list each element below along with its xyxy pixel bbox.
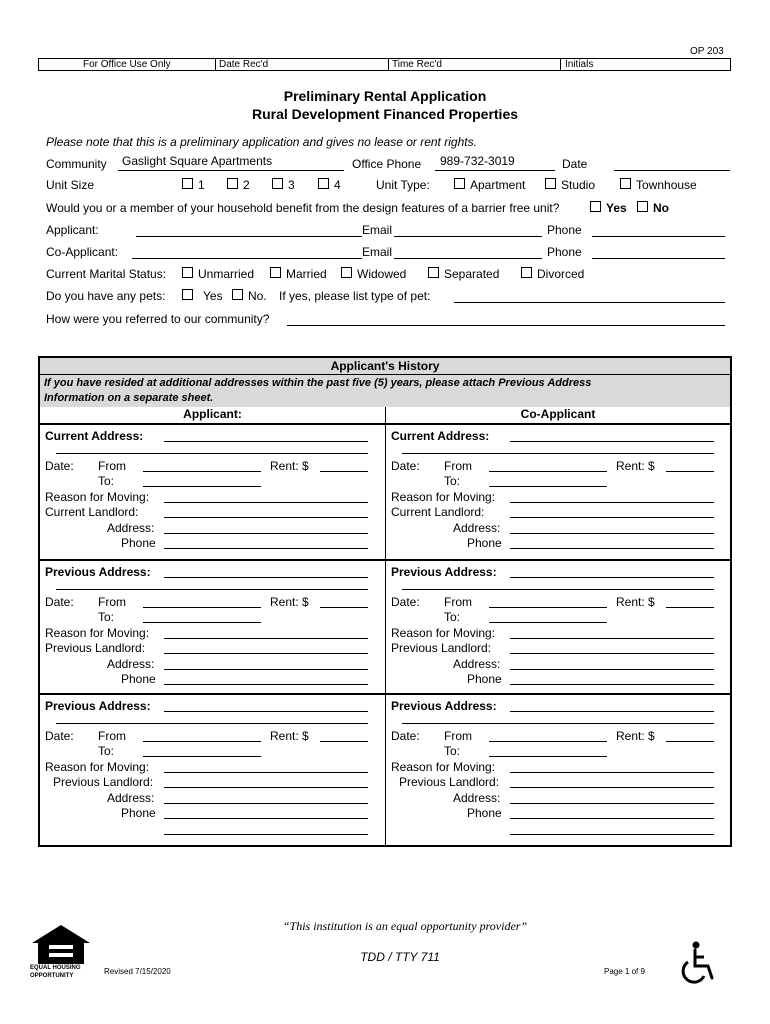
applicant-previous-1-to-label: To: — [98, 610, 115, 624]
coapplicant-previous-1-landlord-label: Previous Landlord: — [391, 641, 492, 655]
col-coapplicant-header: Co-Applicant — [520, 407, 596, 421]
pet-type-field[interactable] — [454, 302, 725, 303]
unit-type-townhouse-label: Townhouse — [636, 178, 697, 192]
coapplicant-previous-1-rent-field[interactable] — [666, 607, 714, 608]
barrier-free-question: Would you or a member of your household benefit from the design features of a barrier free unit? — [46, 201, 560, 215]
coapplicant-phone-label: Phone — [547, 245, 582, 259]
coapplicant-previous-1-landlord-field[interactable] — [510, 653, 714, 654]
applicant-previous-2-address-field[interactable] — [164, 711, 368, 712]
applicant-previous-2-landlord-phone-field[interactable] — [164, 818, 368, 819]
coapplicant-previous-1-date-label: Date: — [391, 595, 420, 609]
date-label: Date — [562, 157, 588, 171]
unit-size-1-checkbox[interactable] — [182, 178, 193, 189]
unit-type-studio-label: Studio — [561, 178, 596, 192]
applicant-current-landlord-phone-label: Phone — [121, 536, 156, 550]
applicant-previous-1-to-field[interactable] — [143, 622, 261, 623]
page-number: Page 1 of 9 — [604, 967, 645, 976]
unit-size-1-label: 1 — [198, 178, 205, 192]
applicant-label: Applicant: — [46, 223, 99, 237]
applicant-previous-2-address-label: Previous Address: — [45, 699, 151, 713]
history-header: Applicant's History — [330, 359, 440, 373]
applicant-previous-1-date-label: Date: — [45, 595, 74, 609]
marital-separated-checkbox[interactable] — [428, 267, 439, 278]
unit-size-label: Unit Size — [46, 178, 95, 192]
coapplicant-current-landlord-label: Current Landlord: — [391, 505, 485, 519]
initials-label: Initials — [565, 59, 594, 70]
coapplicant-previous-2-landlord-address-field[interactable] — [510, 803, 714, 804]
applicant-current-reason-field[interactable] — [164, 502, 368, 503]
unit-type-apartment-label: Apartment — [470, 178, 526, 192]
applicant-previous-2-from-label: From — [98, 729, 126, 743]
applicant-previous-1-address-field[interactable] — [164, 577, 368, 578]
applicant-previous-2-rent-field[interactable] — [320, 741, 368, 742]
applicant-previous-2-landlord-phone-label: Phone — [121, 806, 156, 820]
coapplicant-previous-1-address-field-2[interactable] — [402, 589, 714, 590]
history-instruction-1: If you have resided at additional addresses within the past five (5) years, please attach Previous Address — [44, 377, 592, 389]
applicant-previous-1-from-field[interactable] — [143, 607, 261, 608]
applicant-previous-1-landlord-address-label: Address: — [107, 657, 155, 671]
coapplicant-current-landlord-field[interactable] — [510, 517, 714, 518]
applicant-name-field[interactable] — [136, 236, 362, 237]
applicant-previous-1-address-field-2[interactable] — [56, 589, 368, 590]
unit-type-studio-checkbox[interactable] — [545, 178, 556, 189]
marital-status-label: Current Marital Status: — [46, 267, 167, 281]
applicant-current-landlord-phone-field[interactable] — [164, 548, 368, 549]
applicant-previous-1-address-label: Previous Address: — [45, 565, 151, 579]
coapplicant-previous-1-landlord-phone-field[interactable] — [510, 684, 714, 685]
equal-housing-icon — [28, 923, 94, 965]
applicant-previous-2-address-block — [40, 695, 384, 825]
disclaimer-note: Please note that this is a preliminary application and gives no lease or rent rights. — [46, 135, 477, 149]
coapplicant-previous-2-address-field[interactable] — [510, 711, 714, 712]
pets-yes-label: Yes — [203, 289, 223, 303]
page-title: Preliminary Rental Application — [283, 88, 487, 104]
coapplicant-previous-2-from-label: From — [444, 729, 472, 743]
unit-size-2-label: 2 — [243, 178, 250, 192]
date-recd-label: Date Rec'd — [219, 59, 269, 70]
coapplicant-previous-2-to-field[interactable] — [489, 756, 607, 757]
tdd-line: TDD / TTY 711 — [360, 950, 440, 964]
applicant-previous-1-from-label: From — [98, 595, 126, 609]
coapplicant-previous-2-reason-label: Reason for Moving: — [391, 760, 496, 774]
accessibility-icon — [678, 940, 718, 986]
marital-married-label: Married — [286, 267, 327, 281]
coapplicant-name-field[interactable] — [132, 258, 362, 259]
coapplicant-current-address-block — [386, 425, 730, 555]
pets-followup-label: If yes, please list type of pet: — [279, 289, 431, 303]
equal-housing-logo — [28, 923, 94, 983]
coapplicant-previous-2-landlord-label: Previous Landlord: — [399, 775, 500, 789]
pets-no-checkbox[interactable] — [232, 289, 243, 300]
coapplicant-previous-1-rent-label: Rent: $ — [616, 595, 655, 609]
applicant-current-from-label: From — [98, 459, 126, 473]
applicant-phone-label: Phone — [547, 223, 582, 237]
col-applicant-header: Applicant: — [183, 407, 242, 421]
applicant-previous-2-reason-label: Reason for Moving: — [45, 760, 150, 774]
coapplicant-previous-1-reason-label: Reason for Moving: — [391, 626, 496, 640]
applicant-current-to-label: To: — [98, 474, 115, 488]
unit-type-apartment-checkbox[interactable] — [454, 178, 465, 189]
coapplicant-phone-field[interactable] — [592, 258, 725, 259]
unit-size-2-checkbox[interactable] — [227, 178, 238, 189]
office-phone-label: Office Phone — [352, 157, 422, 171]
coapplicant-previous-2-landlord-phone-label: Phone — [467, 806, 502, 820]
marital-unmarried-label: Unmarried — [198, 267, 255, 281]
marital-unmarried-checkbox[interactable] — [182, 267, 193, 278]
applicant-current-address-field-2[interactable] — [56, 453, 368, 454]
time-recd-label: Time Rec'd — [392, 59, 442, 70]
applicant-phone-field[interactable] — [592, 236, 725, 237]
coapplicant-current-rent-label: Rent: $ — [616, 459, 655, 473]
applicant-previous-1-landlord-phone-field[interactable] — [164, 684, 368, 685]
coapplicant-previous-2-landlord-address-label: Address: — [453, 791, 501, 805]
community-value[interactable]: Gaslight Square Apartments — [122, 154, 273, 168]
coapplicant-previous-2-address-block — [386, 695, 730, 825]
equal-opportunity-statement: “This institution is an equal opportunity provider” — [282, 919, 528, 933]
revised-date: Revised 7/15/2020 — [104, 967, 171, 976]
applicant-previous-1-rent-label: Rent: $ — [270, 595, 309, 609]
coapplicant-previous-1-landlord-address-label: Address: — [453, 657, 501, 671]
applicant-previous-1-landlord-address-field[interactable] — [164, 669, 368, 670]
coapplicant-current-landlord-phone-field[interactable] — [510, 548, 714, 549]
applicant-previous-2-address-field-2[interactable] — [56, 723, 368, 724]
applicant-previous-1-landlord-phone-label: Phone — [121, 672, 156, 686]
office-phone-value[interactable]: 989-732-3019 — [440, 154, 515, 168]
applicant-email-field[interactable] — [394, 236, 542, 237]
coapplicant-previous-2-address-field-2[interactable] — [402, 723, 714, 724]
marital-widowed-label: Widowed — [357, 267, 407, 281]
coapplicant-previous-2-landlord-phone-field[interactable] — [510, 818, 714, 819]
coapplicant-current-landlord-address-field[interactable] — [510, 533, 714, 534]
coapplicant-current-to-field[interactable] — [489, 486, 607, 487]
coapplicant-email-field[interactable] — [394, 258, 542, 259]
applicant-previous-1-landlord-label: Previous Landlord: — [45, 641, 146, 655]
unit-size-4-label: 4 — [334, 178, 341, 192]
coapplicant-previous-1-address-field[interactable] — [510, 577, 714, 578]
barrier-free-yes-label: Yes — [606, 201, 627, 215]
applicant-previous-2-landlord-address-label: Address: — [107, 791, 155, 805]
coapplicant-previous-2-address-label: Previous Address: — [391, 699, 497, 713]
coapplicant-current-from-label: From — [444, 459, 472, 473]
applicant-current-landlord-label: Current Landlord: — [45, 505, 139, 519]
coapplicant-current-from-field[interactable] — [489, 471, 607, 472]
coapplicant-previous-1-reason-field[interactable] — [510, 638, 714, 639]
coapplicant-current-landlord-phone-label: Phone — [467, 536, 502, 550]
applicant-previous-2-date-label: Date: — [45, 729, 74, 743]
applicant-previous-2-from-field[interactable] — [143, 741, 261, 742]
coapplicant-current-to-label: To: — [444, 474, 461, 488]
marital-divorced-checkbox[interactable] — [521, 267, 532, 278]
coapplicant-previous-2-rent-label: Rent: $ — [616, 729, 655, 743]
form-code: OP 203 — [690, 46, 724, 57]
applicant-current-address-block — [40, 425, 384, 555]
pets-no-label: No. — [248, 289, 267, 303]
coapplicant-previous-2-landlord-field[interactable] — [510, 787, 714, 788]
unit-size-3-checkbox[interactable] — [272, 178, 283, 189]
applicant-current-rent-label: Rent: $ — [270, 459, 309, 473]
applicant-previous-1-landlord-field[interactable] — [164, 653, 368, 654]
office-use-bar — [38, 58, 731, 71]
coapplicant-previous-2-reason-field[interactable] — [510, 772, 714, 773]
applicant-previous-1-reason-field[interactable] — [164, 638, 368, 639]
coapplicant-current-landlord-address-label: Address: — [453, 521, 501, 535]
page-subtitle: Rural Development Financed Properties — [251, 106, 519, 122]
applicant-previous-2-extra-field[interactable] — [164, 834, 368, 835]
coapplicant-current-address-field[interactable] — [510, 441, 714, 442]
coapplicant-previous-2-rent-field[interactable] — [666, 741, 714, 742]
coapplicant-current-date-label: Date: — [391, 459, 420, 473]
coapplicant-previous-2-extra-field[interactable] — [510, 834, 714, 835]
applicant-current-landlord-address-field[interactable] — [164, 533, 368, 534]
barrier-free-no-checkbox[interactable] — [637, 201, 648, 212]
barrier-free-no-label: No — [653, 201, 669, 215]
coapplicant-previous-1-landlord-phone-label: Phone — [467, 672, 502, 686]
coapplicant-previous-1-address-label: Previous Address: — [391, 565, 497, 579]
applicant-current-landlord-address-label: Address: — [107, 521, 155, 535]
applicant-previous-2-to-label: To: — [98, 744, 115, 758]
applicant-current-reason-label: Reason for Moving: — [45, 490, 150, 504]
pets-yes-checkbox[interactable] — [182, 289, 193, 300]
logo-text-1: EQUAL HOUSING — [30, 965, 81, 971]
applicant-history-table — [38, 356, 732, 847]
applicant-current-landlord-field[interactable] — [164, 517, 368, 518]
office-use-label: For Office Use Only — [83, 59, 171, 70]
applicant-previous-2-rent-label: Rent: $ — [270, 729, 309, 743]
unit-type-townhouse-checkbox[interactable] — [620, 178, 631, 189]
unit-size-3-label: 3 — [288, 178, 295, 192]
applicant-previous-2-landlord-field[interactable] — [164, 787, 368, 788]
coapplicant-previous-1-to-field[interactable] — [489, 622, 607, 623]
coapplicant-current-rent-field[interactable] — [666, 471, 714, 472]
applicant-previous-1-address-block — [40, 561, 384, 691]
applicant-previous-2-to-field[interactable] — [143, 756, 261, 757]
coapplicant-current-address-label: Current Address: — [391, 429, 490, 443]
referral-field[interactable] — [287, 325, 725, 326]
coapplicant-previous-1-from-field[interactable] — [489, 607, 607, 608]
pets-label: Do you have any pets: — [46, 289, 166, 303]
applicant-email-label: Email — [362, 223, 393, 237]
barrier-free-yes-checkbox[interactable] — [590, 201, 601, 212]
coapplicant-previous-1-address-block — [386, 561, 730, 691]
coapplicant-previous-1-from-label: From — [444, 595, 472, 609]
unit-size-4-checkbox[interactable] — [318, 178, 329, 189]
unit-type-label: Unit Type: — [376, 178, 430, 192]
history-instruction-2: Information on a separate sheet. — [44, 392, 214, 404]
applicant-current-date-label: Date: — [45, 459, 74, 473]
applicant-previous-1-reason-label: Reason for Moving: — [45, 626, 150, 640]
community-label: Community — [46, 157, 107, 171]
coapplicant-previous-2-from-field[interactable] — [489, 741, 607, 742]
coapplicant-current-address-field-2[interactable] — [402, 453, 714, 454]
marital-divorced-label: Divorced — [537, 267, 585, 281]
applicant-previous-2-reason-field[interactable] — [164, 772, 368, 773]
marital-widowed-checkbox[interactable] — [341, 267, 352, 278]
referral-label: How were you referred to our community? — [46, 312, 270, 326]
coapplicant-current-reason-field[interactable] — [510, 502, 714, 503]
applicant-current-rent-field[interactable] — [320, 471, 368, 472]
marital-married-checkbox[interactable] — [270, 267, 281, 278]
applicant-previous-2-landlord-label: Previous Landlord: — [53, 775, 154, 789]
applicant-current-address-field[interactable] — [164, 441, 368, 442]
coapplicant-previous-2-to-label: To: — [444, 744, 461, 758]
applicant-current-to-field[interactable] — [143, 486, 261, 487]
coapplicant-label: Co-Applicant: — [46, 245, 119, 259]
applicant-current-from-field[interactable] — [143, 471, 261, 472]
marital-separated-label: Separated — [444, 267, 500, 281]
coapplicant-previous-1-to-label: To: — [444, 610, 461, 624]
applicant-previous-2-landlord-address-field[interactable] — [164, 803, 368, 804]
date-field[interactable] — [614, 170, 730, 171]
coapplicant-previous-2-date-label: Date: — [391, 729, 420, 743]
coapplicant-email-label: Email — [362, 245, 393, 259]
coapplicant-current-reason-label: Reason for Moving: — [391, 490, 496, 504]
applicant-previous-1-rent-field[interactable] — [320, 607, 368, 608]
logo-text-2: OPPORTUNITY — [30, 973, 74, 979]
applicant-current-address-label: Current Address: — [45, 429, 144, 443]
coapplicant-previous-1-landlord-address-field[interactable] — [510, 669, 714, 670]
